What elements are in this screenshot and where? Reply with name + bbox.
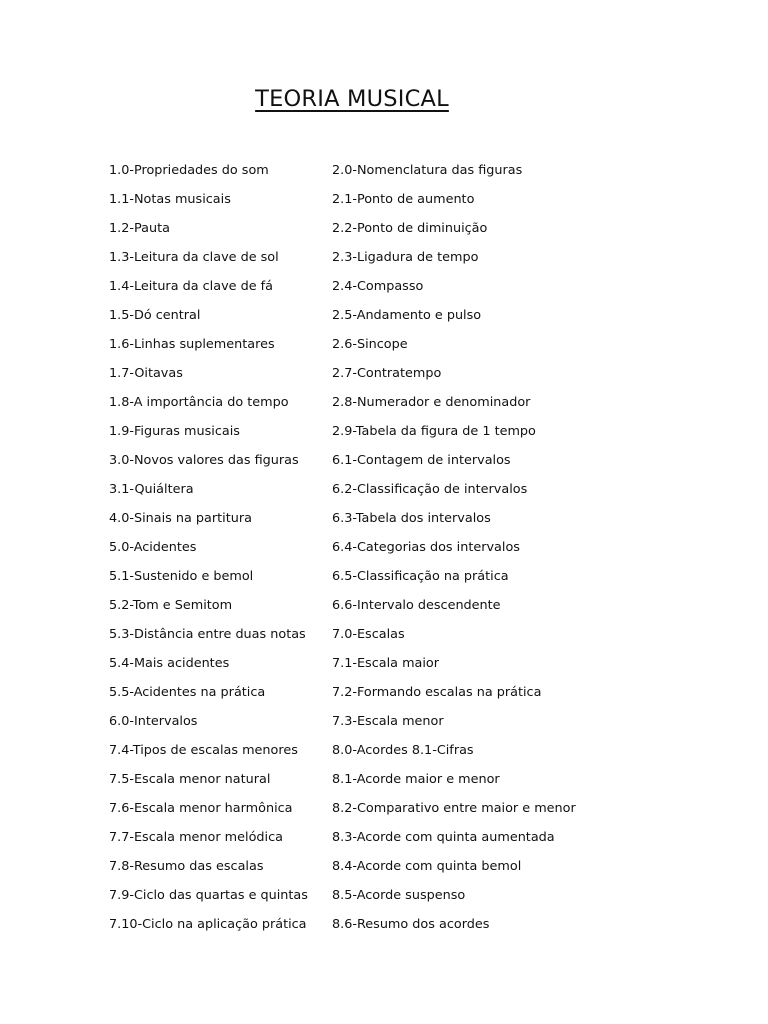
toc-row (0, 678, 768, 707)
toc-entry-left: 7.10-Ciclo na aplicação prática (109, 917, 307, 932)
page-title (0, 86, 704, 112)
toc-row (0, 707, 768, 736)
toc-row (0, 272, 768, 301)
toc-entry-left: 7.8-Resumo das escalas (109, 859, 264, 874)
toc-entry-left: 5.0-Acidentes (109, 540, 197, 555)
toc-row (0, 214, 768, 243)
toc-row (0, 417, 768, 446)
toc-entry-left: 7.4-Tipos de escalas menores (109, 743, 298, 758)
toc-row (0, 185, 768, 214)
toc-row (0, 243, 768, 272)
toc-entry-left: 5.4-Mais acidentes (109, 656, 230, 671)
toc-entry-right: 2.7-Contratempo (332, 366, 442, 381)
toc-entry-left: 7.9-Ciclo das quartas e quintas (109, 888, 308, 903)
toc-entry-left: 5.2-Tom e Semitom (109, 598, 233, 613)
toc-entry-right: 6.4-Categorias dos intervalos (332, 540, 520, 555)
toc-entry-left: 1.8-A importância do tempo (109, 395, 289, 410)
toc-row (0, 446, 768, 475)
toc-entry-right: 2.1-Ponto de aumento (332, 192, 475, 207)
toc-entry-left: 1.3-Leitura da clave de sol (109, 250, 279, 265)
toc-entry-right: 8.3-Acorde com quinta aumentada (332, 830, 555, 845)
toc-entry-left: 3.0-Novos valores das figuras (109, 453, 299, 468)
toc-entry-left: 1.5-Dó central (109, 308, 201, 323)
toc-entry-right: 6.2-Classificação de intervalos (332, 482, 528, 497)
toc-row (0, 736, 768, 765)
toc-row (0, 388, 768, 417)
toc-row (0, 533, 768, 562)
toc-entry-right: 8.5-Acorde suspenso (332, 888, 466, 903)
toc-entry-right: 2.6-Sincope (332, 337, 408, 352)
toc-entry-right: 2.0-Nomenclatura das figuras (332, 163, 523, 178)
toc-entry-right: 6.5-Classificação na prática (332, 569, 509, 584)
table-of-contents (0, 156, 768, 939)
toc-entry-right: 2.2-Ponto de diminuição (332, 221, 488, 236)
toc-entry-right: 6.6-Intervalo descendente (332, 598, 501, 613)
toc-entry-right: 7.1-Escala maior (332, 656, 440, 671)
toc-row (0, 301, 768, 330)
toc-entry-left: 1.4-Leitura da clave de fá (109, 279, 273, 294)
toc-entry-left: 4.0-Sinais na partitura (109, 511, 252, 526)
toc-entry-left: 1.2-Pauta (109, 221, 170, 236)
toc-entry-left: 7.7-Escala menor melódica (109, 830, 283, 845)
toc-entry-left: 5.3-Distância entre duas notas (109, 627, 306, 642)
toc-entry-right: 8.1-Acorde maior e menor (332, 772, 500, 787)
toc-entry-left: 5.5-Acidentes na prática (109, 685, 266, 700)
toc-entry-left: 5.1-Sustenido e bemol (109, 569, 254, 584)
toc-entry-right: 2.4-Compasso (332, 279, 424, 294)
toc-row (0, 794, 768, 823)
toc-row (0, 591, 768, 620)
toc-entry-right: 7.3-Escala menor (332, 714, 444, 729)
toc-row (0, 910, 768, 939)
toc-entry-left: 1.7-Oitavas (109, 366, 183, 381)
toc-entry-right: 7.2-Formando escalas na prática (332, 685, 542, 700)
toc-row (0, 562, 768, 591)
toc-entry-left: 7.5-Escala menor natural (109, 772, 271, 787)
toc-entry-right: 6.3-Tabela dos intervalos (332, 511, 491, 526)
toc-entry-right: 6.1-Contagem de intervalos (332, 453, 511, 468)
toc-entry-left: 1.0-Propriedades do som (109, 163, 269, 178)
toc-row (0, 852, 768, 881)
toc-entry-left: 7.6-Escala menor harmônica (109, 801, 293, 816)
toc-entry-right: 2.8-Numerador e denominador (332, 395, 531, 410)
toc-row (0, 156, 768, 185)
toc-entry-right: 8.6-Resumo dos acordes (332, 917, 490, 932)
toc-row (0, 649, 768, 678)
toc-row (0, 475, 768, 504)
toc-entry-right: 8.4-Acorde com quinta bemol (332, 859, 522, 874)
toc-entry-left: 1.1-Notas musicais (109, 192, 231, 207)
toc-row (0, 330, 768, 359)
toc-entry-left: 1.9-Figuras musicais (109, 424, 240, 439)
toc-row (0, 359, 768, 388)
toc-entry-right: 8.0-Acordes 8.1-Cifras (332, 743, 474, 758)
toc-entry-right: 2.9-Tabela da figura de 1 tempo (332, 424, 536, 439)
toc-row (0, 765, 768, 794)
toc-entry-right: 7.0-Escalas (332, 627, 405, 642)
toc-entry-left: 1.6-Linhas suplementares (109, 337, 275, 352)
toc-row (0, 823, 768, 852)
toc-row (0, 620, 768, 649)
toc-entry-left: 6.0-Intervalos (109, 714, 198, 729)
title-text: TEORIA MUSICAL (255, 86, 449, 112)
toc-row (0, 881, 768, 910)
toc-entry-right: 2.3-Ligadura de tempo (332, 250, 479, 265)
toc-entry-right: 8.2-Comparativo entre maior e menor (332, 801, 576, 816)
toc-entry-right: 2.5-Andamento e pulso (332, 308, 482, 323)
toc-row (0, 504, 768, 533)
toc-entry-left: 3.1-Quiáltera (109, 482, 194, 497)
